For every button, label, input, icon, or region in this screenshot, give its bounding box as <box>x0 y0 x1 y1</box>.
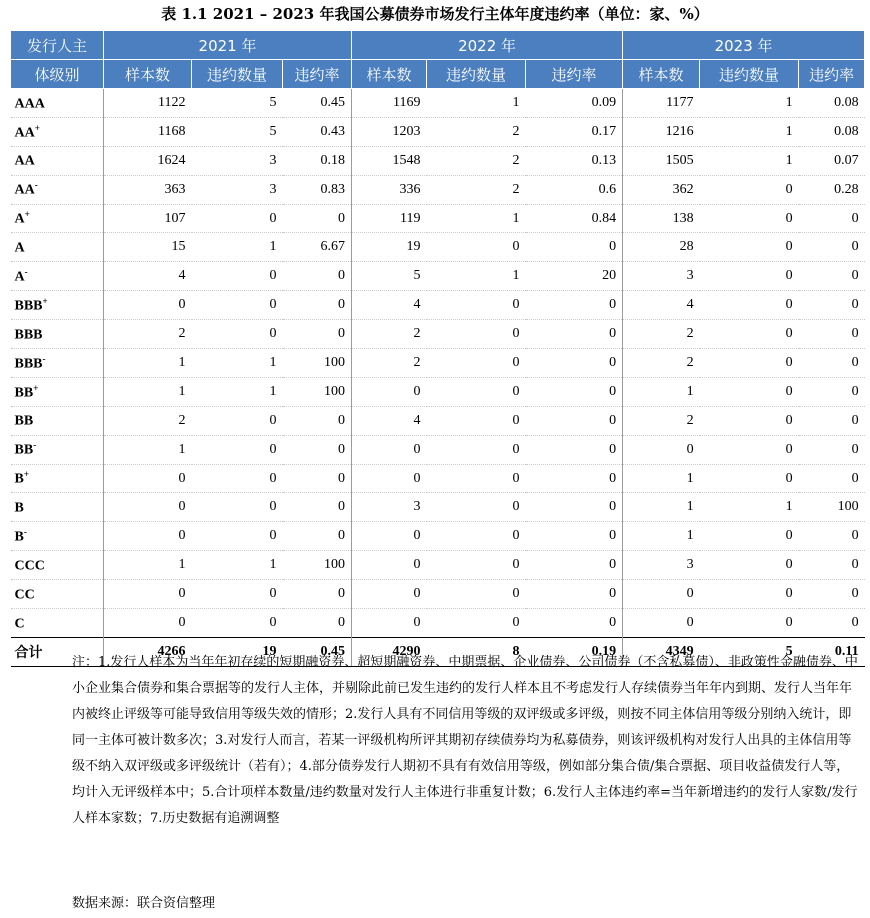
table-cell: 0.13 <box>526 146 623 175</box>
table-cell: 0 <box>526 580 623 609</box>
table-cell: 0 <box>799 522 865 551</box>
table-cell: 0 <box>799 609 865 638</box>
grade-name: BBB <box>14 327 43 343</box>
table-cell: 0 <box>526 464 623 493</box>
table-cell: 2 <box>427 117 526 146</box>
table-cell: 3 <box>192 146 283 175</box>
grade-label <box>11 493 104 522</box>
table-cell: 0 <box>427 435 526 464</box>
table-cell: 0 <box>427 551 526 580</box>
table-cell: 2 <box>623 349 700 378</box>
grade-label <box>11 377 104 406</box>
table-cell: 0 <box>192 464 283 493</box>
table-cell: 1 <box>427 204 526 233</box>
grade-name: AAA <box>14 96 45 112</box>
table-cell: 5 <box>192 117 283 146</box>
table-cell: 0 <box>283 320 352 349</box>
table-cell: 0 <box>799 464 865 493</box>
table-cell: 0 <box>799 233 865 262</box>
grade-name: BB <box>14 442 34 458</box>
table-cell: 0 <box>799 377 865 406</box>
table-cell: 0 <box>700 551 799 580</box>
grade-label <box>11 233 104 262</box>
table-cell: 4 <box>352 291 427 320</box>
table-cell: 28 <box>623 233 700 262</box>
table-cell: 1 <box>623 493 700 522</box>
table-row <box>11 262 865 291</box>
table-cell: 0 <box>283 435 352 464</box>
grade-label <box>11 609 104 638</box>
grade-name: BB <box>14 385 34 401</box>
table-cell: 0 <box>526 349 623 378</box>
table-cell: 107 <box>104 204 192 233</box>
table-cell: 1 <box>104 349 192 378</box>
table-cell: 0 <box>427 291 526 320</box>
table-row <box>11 233 865 262</box>
table-row <box>11 580 865 609</box>
table-cell: 1 <box>427 89 526 118</box>
table-cell: 0 <box>427 609 526 638</box>
table-cell: 5 <box>352 262 427 291</box>
table-cell: 1624 <box>104 146 192 175</box>
grade-name: A <box>14 211 25 227</box>
table-cell: 0 <box>192 580 283 609</box>
grade-label <box>11 175 104 204</box>
grade-modifier: - <box>23 526 27 537</box>
table-cell: 0 <box>427 377 526 406</box>
table-cell: 0.6 <box>526 175 623 204</box>
table-row <box>11 349 865 378</box>
table-cell: 0 <box>526 493 623 522</box>
grade-label <box>11 117 104 146</box>
col-rate: 违约率 <box>283 60 352 89</box>
table-cell: 100 <box>283 377 352 406</box>
col-sample: 样本数 <box>104 60 192 89</box>
grade-label <box>11 464 104 493</box>
table-cell: 0 <box>427 580 526 609</box>
table-row <box>11 406 865 435</box>
table-cell: 1505 <box>623 146 700 175</box>
table-cell: 0 <box>427 493 526 522</box>
table-row <box>11 551 865 580</box>
table-cell: 0 <box>700 580 799 609</box>
table-cell: 0.43 <box>283 117 352 146</box>
table-cell: 0 <box>192 435 283 464</box>
grade-name: AA <box>14 154 35 170</box>
col-rate: 违约率 <box>799 60 865 89</box>
table-cell: 1548 <box>352 146 427 175</box>
table-cell: 0 <box>799 204 865 233</box>
grade-name: AA <box>14 125 35 141</box>
table-cell: 2 <box>623 406 700 435</box>
table-cell: 0 <box>526 609 623 638</box>
table-cell: 3 <box>623 551 700 580</box>
table-cell: 19 <box>352 233 427 262</box>
grade-modifier: + <box>42 295 48 306</box>
grade-label <box>11 406 104 435</box>
table-cell: 6.67 <box>283 233 352 262</box>
table-cell: 0.19 <box>526 637 623 666</box>
table-cell: 0 <box>623 435 700 464</box>
col-defaults: 违约数量 <box>192 60 283 89</box>
table-cell: 1177 <box>623 89 700 118</box>
table-cell: 0 <box>104 493 192 522</box>
table-cell: 119 <box>352 204 427 233</box>
table-cell: 19 <box>192 637 283 666</box>
table-cell: 1 <box>700 493 799 522</box>
table-cell: 0 <box>700 204 799 233</box>
table-cell: 0 <box>192 204 283 233</box>
table-cell: 2 <box>104 320 192 349</box>
table-title: 表 1.1 2021 – 2023 年我国公募债券市场发行主体年度违约率（单位：家、%） <box>161 5 709 23</box>
data-source: 数据来源：联合资信整理 <box>72 896 216 911</box>
table-cell: 1169 <box>352 89 427 118</box>
table-cell: 0 <box>700 435 799 464</box>
table-cell: 0.45 <box>283 637 352 666</box>
table-cell: 100 <box>283 349 352 378</box>
table-cell: 0 <box>700 464 799 493</box>
table-cell: 0.17 <box>526 117 623 146</box>
table-cell: 1 <box>700 146 799 175</box>
table-cell: 0 <box>526 377 623 406</box>
table-cell: 1 <box>700 117 799 146</box>
grade-label <box>11 522 104 551</box>
table-cell: 2 <box>427 175 526 204</box>
table-cell: 2 <box>352 349 427 378</box>
table-cell: 2 <box>427 146 526 175</box>
table-row <box>11 175 865 204</box>
table-cell: 0 <box>352 377 427 406</box>
table-cell: 0 <box>192 291 283 320</box>
table-cell: 0 <box>700 291 799 320</box>
grade-modifier: - <box>42 353 46 364</box>
grade-name: B <box>14 500 24 516</box>
table-cell: 1 <box>623 522 700 551</box>
table-cell: 0 <box>104 609 192 638</box>
table-cell: 0 <box>104 291 192 320</box>
table-cell: 0 <box>104 522 192 551</box>
table-cell: 2 <box>104 406 192 435</box>
table-cell: 0.07 <box>799 146 865 175</box>
table-cell: 1 <box>192 349 283 378</box>
table-cell: 336 <box>352 175 427 204</box>
table-row <box>11 464 865 493</box>
grade-label <box>11 291 104 320</box>
table-cell: 1 <box>192 233 283 262</box>
table-cell: 3 <box>352 493 427 522</box>
grade-name: CC <box>14 587 35 603</box>
table-cell: 0 <box>283 464 352 493</box>
table-cell: 0 <box>799 406 865 435</box>
table-cell: 0 <box>283 609 352 638</box>
table-cell: 0 <box>799 551 865 580</box>
table-cell: 1 <box>104 551 192 580</box>
grade-name: AA <box>14 182 35 198</box>
table-cell: 5 <box>192 89 283 118</box>
grade-label <box>11 262 104 291</box>
col-sample: 样本数 <box>352 60 427 89</box>
grade-name: 合计 <box>14 645 43 661</box>
table-cell: 0 <box>192 262 283 291</box>
table-cell: 1122 <box>104 89 192 118</box>
table-cell: 0 <box>427 233 526 262</box>
table-cell: 3 <box>623 262 700 291</box>
table-cell: 1 <box>192 377 283 406</box>
table-cell: 0 <box>192 406 283 435</box>
table-cell: 0.11 <box>799 637 865 666</box>
table-cell: 0 <box>799 435 865 464</box>
table-cell: 0.83 <box>283 175 352 204</box>
table-cell: 0 <box>700 406 799 435</box>
table-cell: 4349 <box>623 637 700 666</box>
issuer-grade-header: 发行人主 <box>11 31 104 60</box>
table-cell: 1216 <box>623 117 700 146</box>
grade-label <box>11 320 104 349</box>
table-cell: 4 <box>104 262 192 291</box>
grade-name: BBB <box>14 356 43 372</box>
table-row <box>11 609 865 638</box>
table-cell: 1 <box>623 377 700 406</box>
year-header-2022: 2022 年 <box>352 31 623 60</box>
table-cell: 0 <box>526 320 623 349</box>
table-cell: 0 <box>700 349 799 378</box>
table-cell: 0 <box>283 580 352 609</box>
grade-modifier: + <box>34 122 40 133</box>
grade-name: A <box>14 240 25 256</box>
table-cell: 0.84 <box>526 204 623 233</box>
grade-modifier: + <box>23 469 29 480</box>
table-row <box>11 146 865 175</box>
table-cell: 0.08 <box>799 117 865 146</box>
table-cell: 0.08 <box>799 89 865 118</box>
table-cell: 0 <box>623 580 700 609</box>
table-row <box>11 522 865 551</box>
table-cell: 0.28 <box>799 175 865 204</box>
table-cell: 0 <box>526 435 623 464</box>
table-cell: 0.09 <box>526 89 623 118</box>
table-cell: 0 <box>700 175 799 204</box>
table-cell: 0 <box>799 262 865 291</box>
table-cell: 0 <box>352 609 427 638</box>
grade-name: C <box>14 616 25 632</box>
table-cell: 0 <box>427 464 526 493</box>
table-cell: 138 <box>623 204 700 233</box>
grade-modifier: - <box>34 180 38 191</box>
table-cell: 0 <box>700 609 799 638</box>
table-row <box>11 89 865 118</box>
table-cell: 0 <box>192 522 283 551</box>
table-cell: 4 <box>623 291 700 320</box>
table-cell: 0 <box>700 522 799 551</box>
table-cell: 1 <box>192 551 283 580</box>
grade-name: BBB <box>14 298 43 314</box>
table-cell: 4290 <box>352 637 427 666</box>
table-cell: 0 <box>526 551 623 580</box>
table-footnote: 注：1.发行人样本为当年年初存续的短期融资券、超短期融资券、中期票据、企业债券、公司债券（不含私募债）、非政策性金融债券、中小企业集合债券和集合票据等的发行人主体，并剔除此前已发生违约的发行人样本且不考虑发行人存续债券当年年内到期、发行人当年年内被终止评级等可能导致信用等级失效的情形；2.发行人具有不同信用等级的双评级或多评级，则按不同主体信用等级分别纳入统计，即同一主体可被计数多次；3.对发行人而言，若某一评级机构所评其期初存续债券均为私募债券，则该评级机构对发行人出具的主体信用等级不纳入双评级或多评级统计（若有）；4.部分债券发行人期初不具有有效信用等级，例如部分集合债/集合票据、项目收益债发行人等，均计入无评级样本中；5.合计项样本数量/违约数量对发行人主体进行非重复计数；6.发行人主体违约率=当年新增违约的发行人家数/发行人样本家数；7.历史数据有追溯调整 <box>72 655 858 826</box>
table-cell: 0 <box>283 204 352 233</box>
grade-modifier: - <box>24 266 28 277</box>
col-sample: 样本数 <box>623 60 700 89</box>
table-cell: 0 <box>192 320 283 349</box>
table-cell: 0 <box>352 580 427 609</box>
table-cell: 1 <box>700 89 799 118</box>
table-row <box>11 320 865 349</box>
table-cell: 0 <box>700 320 799 349</box>
table-cell: 0.18 <box>283 146 352 175</box>
table-cell: 8 <box>427 637 526 666</box>
table-cell: 0 <box>352 435 427 464</box>
table-cell: 0 <box>283 522 352 551</box>
table-cell: 2 <box>623 320 700 349</box>
table-cell: 4 <box>352 406 427 435</box>
table-cell: 0 <box>526 233 623 262</box>
table-cell: 0 <box>427 522 526 551</box>
table-cell: 0 <box>192 609 283 638</box>
table-cell: 1203 <box>352 117 427 146</box>
table-cell: 100 <box>799 493 865 522</box>
table-cell: 0 <box>427 320 526 349</box>
table-cell: 0 <box>283 291 352 320</box>
table-cell: 0 <box>104 464 192 493</box>
table-cell: 20 <box>526 262 623 291</box>
table-cell: 0 <box>283 406 352 435</box>
table-cell: 0 <box>526 291 623 320</box>
grade-label <box>11 146 104 175</box>
grade-label <box>11 435 104 464</box>
grade-name: CCC <box>14 558 45 574</box>
table-cell: 0 <box>104 580 192 609</box>
table-cell: 0 <box>526 406 623 435</box>
grade-label <box>11 204 104 233</box>
table-row <box>11 204 865 233</box>
table-cell: 0 <box>799 320 865 349</box>
table-cell: 1 <box>104 435 192 464</box>
year-header-2023: 2023 年 <box>623 31 865 60</box>
table-cell: 4266 <box>104 637 192 666</box>
col-rate: 违约率 <box>526 60 623 89</box>
grade-modifier: + <box>33 382 39 393</box>
table-cell: 1 <box>623 464 700 493</box>
table-cell: 0 <box>427 406 526 435</box>
table-cell: 0 <box>700 377 799 406</box>
table-cell: 0 <box>192 493 283 522</box>
table-cell: 3 <box>192 175 283 204</box>
grade-name: B <box>14 471 24 487</box>
grade-label <box>11 551 104 580</box>
table-cell: 0 <box>427 349 526 378</box>
table-cell: 0 <box>283 262 352 291</box>
grade-name: B <box>14 529 24 545</box>
table-cell: 1 <box>427 262 526 291</box>
table-row <box>11 435 865 464</box>
grade-name: A <box>14 269 25 285</box>
table-cell: 0.45 <box>283 89 352 118</box>
col-defaults: 违约数量 <box>700 60 799 89</box>
table-cell: 0 <box>700 262 799 291</box>
table-cell: 15 <box>104 233 192 262</box>
table-cell: 2 <box>352 320 427 349</box>
table-cell: 5 <box>700 637 799 666</box>
table-cell: 0 <box>799 291 865 320</box>
table-cell: 0 <box>526 522 623 551</box>
table-cell: 363 <box>104 175 192 204</box>
table-row <box>11 493 865 522</box>
table-row <box>11 117 865 146</box>
table-cell: 0 <box>352 522 427 551</box>
grade-label <box>11 580 104 609</box>
table-cell: 1 <box>104 377 192 406</box>
table-row <box>11 377 865 406</box>
grade-modifier: + <box>24 209 30 220</box>
table-cell: 0 <box>799 349 865 378</box>
table-cell: 0 <box>352 464 427 493</box>
table-row <box>11 291 865 320</box>
grade-modifier: - <box>33 440 37 451</box>
table-cell: 1168 <box>104 117 192 146</box>
table-cell: 0 <box>283 493 352 522</box>
table-cell: 0 <box>352 551 427 580</box>
table-cell: 0 <box>799 580 865 609</box>
grade-name: BB <box>14 414 34 430</box>
grade-label <box>11 349 104 378</box>
col-defaults: 违约数量 <box>427 60 526 89</box>
year-header-2021: 2021 年 <box>104 31 352 60</box>
table-cell: 362 <box>623 175 700 204</box>
default-rate-table <box>10 30 865 667</box>
table-cell: 0 <box>623 609 700 638</box>
grade-label <box>11 89 104 118</box>
issuer-grade-header-line2: 体级别 <box>11 60 104 89</box>
table-cell: 0 <box>700 233 799 262</box>
table-cell: 100 <box>283 551 352 580</box>
